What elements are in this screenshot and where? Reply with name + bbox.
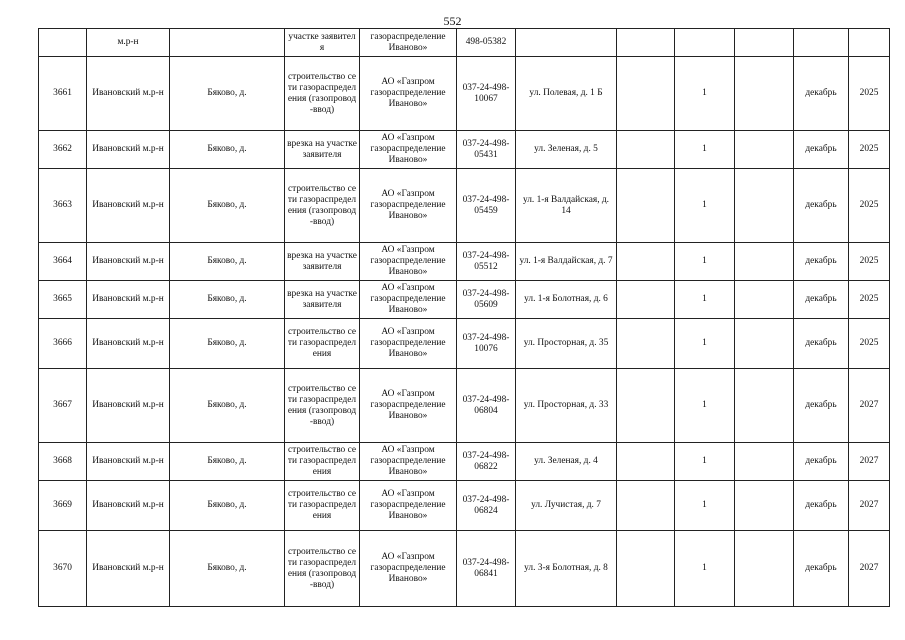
- cell-work-type: строительство сети газораспределения: [285, 443, 360, 481]
- cell-year: 2025: [849, 57, 890, 131]
- cell-code: 037-24-498-05512: [457, 243, 516, 281]
- cell-organization: АО «Газпром газораспределение Иваново»: [360, 481, 457, 531]
- cell-address: ул. 1-я Валдайская, д. 7: [516, 243, 617, 281]
- table-row: [39, 319, 890, 369]
- cell-district: Ивановский м.р-н: [87, 243, 170, 281]
- cell-settlement: Бяково, д.: [170, 57, 285, 131]
- cell-month: декабрь: [794, 57, 849, 131]
- cell-empty: [617, 281, 675, 319]
- cell-empty: [617, 131, 675, 169]
- cell-organization: АО «Газпром газораспределение Иваново»: [360, 319, 457, 369]
- cell-address: ул. Просторная, д. 35: [516, 319, 617, 369]
- cell-empty: [617, 243, 675, 281]
- cell-settlement: Бяково, д.: [170, 131, 285, 169]
- cell-number: 3665: [39, 281, 87, 319]
- cell-empty: [617, 29, 675, 57]
- cell-empty: [617, 531, 675, 607]
- cell-address: ул. 1-я Болотная, д. 6: [516, 281, 617, 319]
- cell-code: 037-24-498-10076: [457, 319, 516, 369]
- cell-code: 037-24-498-06841: [457, 531, 516, 607]
- cell-number: 3668: [39, 443, 87, 481]
- cell-number: 3666: [39, 319, 87, 369]
- gasification-registry-table: [38, 28, 890, 607]
- cell-count: 1: [675, 169, 735, 243]
- cell-empty: [735, 57, 794, 131]
- cell-empty: [617, 481, 675, 531]
- cell-address: ул. 1-я Валдайская, д. 14: [516, 169, 617, 243]
- cell-district: Ивановский м.р-н: [87, 369, 170, 443]
- cell-code: 037-24-498-05431: [457, 131, 516, 169]
- cell-organization: АО «Газпром газораспределение Иваново»: [360, 369, 457, 443]
- cell-month: декабрь: [794, 369, 849, 443]
- cell-number: 3661: [39, 57, 87, 131]
- cell-year: 2027: [849, 481, 890, 531]
- table-body: [39, 29, 890, 607]
- cell-code: 037-24-498-10067: [457, 57, 516, 131]
- cell-year: 2025: [849, 243, 890, 281]
- cell-count: 1: [675, 531, 735, 607]
- cell-code: 037-24-498-06824: [457, 481, 516, 531]
- cell-code: 037-24-498-06804: [457, 369, 516, 443]
- cell-code: 037-24-498-05459: [457, 169, 516, 243]
- cell-work-type: врезка на участке заявителя: [285, 243, 360, 281]
- table-row: [39, 281, 890, 319]
- cell-settlement: Бяково, д.: [170, 481, 285, 531]
- cell-empty: [735, 369, 794, 443]
- cell-year: [849, 29, 890, 57]
- cell-number: [39, 29, 87, 57]
- cell-count: 1: [675, 281, 735, 319]
- table-row: [39, 131, 890, 169]
- cell-count: 1: [675, 443, 735, 481]
- cell-settlement: Бяково, д.: [170, 169, 285, 243]
- cell-address: ул. 3-я Болотная, д. 8: [516, 531, 617, 607]
- table-row: [39, 531, 890, 607]
- cell-organization: газораспределение Иваново»: [360, 29, 457, 57]
- cell-settlement: Бяково, д.: [170, 243, 285, 281]
- cell-month: декабрь: [794, 131, 849, 169]
- cell-year: 2027: [849, 443, 890, 481]
- cell-work-type: строительство сети газораспределения: [285, 481, 360, 531]
- cell-empty: [735, 29, 794, 57]
- cell-empty: [735, 319, 794, 369]
- cell-work-type: участке заявителя: [285, 29, 360, 57]
- cell-empty: [735, 169, 794, 243]
- cell-number: 3662: [39, 131, 87, 169]
- cell-district: Ивановский м.р-н: [87, 281, 170, 319]
- cell-organization: АО «Газпром газораспределение Иваново»: [360, 243, 457, 281]
- cell-organization: АО «Газпром газораспределение Иваново»: [360, 169, 457, 243]
- cell-empty: [735, 481, 794, 531]
- cell-settlement: Бяково, д.: [170, 531, 285, 607]
- cell-count: 1: [675, 57, 735, 131]
- cell-settlement: Бяково, д.: [170, 443, 285, 481]
- cell-settlement: Бяково, д.: [170, 281, 285, 319]
- cell-empty: [617, 369, 675, 443]
- cell-work-type: строительство сети газораспределения (газопровод-ввод): [285, 369, 360, 443]
- cell-year: 2027: [849, 369, 890, 443]
- cell-empty: [617, 57, 675, 131]
- cell-count: 1: [675, 131, 735, 169]
- page-number: 552: [443, 14, 462, 28]
- cell-district: Ивановский м.р-н: [87, 131, 170, 169]
- cell-month: декабрь: [794, 319, 849, 369]
- cell-address: [516, 29, 617, 57]
- cell-year: 2027: [849, 531, 890, 607]
- table-row: [39, 169, 890, 243]
- cell-empty: [735, 531, 794, 607]
- cell-count: 1: [675, 481, 735, 531]
- cell-code: 037-24-498-05609: [457, 281, 516, 319]
- table-row-partial: [39, 29, 890, 57]
- table-row: [39, 57, 890, 131]
- cell-code: 498-05382: [457, 29, 516, 57]
- cell-organization: АО «Газпром газораспределение Иваново»: [360, 131, 457, 169]
- cell-address: ул. Зеленая, д. 4: [516, 443, 617, 481]
- cell-count: 1: [675, 243, 735, 281]
- cell-district: Ивановский м.р-н: [87, 169, 170, 243]
- cell-organization: АО «Газпром газораспределение Иваново»: [360, 531, 457, 607]
- table-row: [39, 369, 890, 443]
- cell-work-type: строительство сети газораспределения (газопровод-ввод): [285, 531, 360, 607]
- cell-empty: [735, 443, 794, 481]
- cell-settlement: Бяково, д.: [170, 319, 285, 369]
- cell-address: ул. Зеленая, д. 5: [516, 131, 617, 169]
- cell-month: декабрь: [794, 243, 849, 281]
- cell-organization: АО «Газпром газораспределение Иваново»: [360, 281, 457, 319]
- cell-organization: АО «Газпром газораспределение Иваново»: [360, 57, 457, 131]
- cell-work-type: строительство сети газораспределения: [285, 319, 360, 369]
- cell-address: ул. Полевая, д. 1 Б: [516, 57, 617, 131]
- cell-work-type: врезка на участке заявителя: [285, 281, 360, 319]
- cell-count: 1: [675, 319, 735, 369]
- cell-year: 2025: [849, 169, 890, 243]
- cell-district: м.р-н: [87, 29, 170, 57]
- cell-count: [675, 29, 735, 57]
- table-row: [39, 443, 890, 481]
- cell-year: 2025: [849, 281, 890, 319]
- cell-code: 037-24-498-06822: [457, 443, 516, 481]
- cell-year: 2025: [849, 131, 890, 169]
- cell-district: Ивановский м.р-н: [87, 531, 170, 607]
- cell-empty: [617, 319, 675, 369]
- table-row: [39, 243, 890, 281]
- cell-month: декабрь: [794, 443, 849, 481]
- cell-address: ул. Лучистая, д. 7: [516, 481, 617, 531]
- cell-empty: [617, 443, 675, 481]
- cell-address: ул. Просторная, д. 33: [516, 369, 617, 443]
- cell-month: декабрь: [794, 281, 849, 319]
- table-row: [39, 481, 890, 531]
- cell-month: декабрь: [794, 169, 849, 243]
- cell-work-type: строительство сети газораспределения (газопровод-ввод): [285, 57, 360, 131]
- cell-number: 3669: [39, 481, 87, 531]
- cell-empty: [735, 281, 794, 319]
- cell-district: Ивановский м.р-н: [87, 57, 170, 131]
- cell-month: декабрь: [794, 531, 849, 607]
- cell-settlement: [170, 29, 285, 57]
- cell-number: 3664: [39, 243, 87, 281]
- cell-empty: [735, 131, 794, 169]
- cell-month: [794, 29, 849, 57]
- cell-number: 3670: [39, 531, 87, 607]
- cell-district: Ивановский м.р-н: [87, 443, 170, 481]
- cell-year: 2025: [849, 319, 890, 369]
- cell-district: Ивановский м.р-н: [87, 481, 170, 531]
- cell-work-type: строительство сети газораспределения (газопровод-ввод): [285, 169, 360, 243]
- cell-organization: АО «Газпром газораспределение Иваново»: [360, 443, 457, 481]
- cell-month: декабрь: [794, 481, 849, 531]
- cell-settlement: Бяково, д.: [170, 369, 285, 443]
- cell-count: 1: [675, 369, 735, 443]
- cell-empty: [735, 243, 794, 281]
- cell-district: Ивановский м.р-н: [87, 319, 170, 369]
- cell-work-type: врезка на участке заявителя: [285, 131, 360, 169]
- cell-number: 3667: [39, 369, 87, 443]
- cell-number: 3663: [39, 169, 87, 243]
- cell-empty: [617, 169, 675, 243]
